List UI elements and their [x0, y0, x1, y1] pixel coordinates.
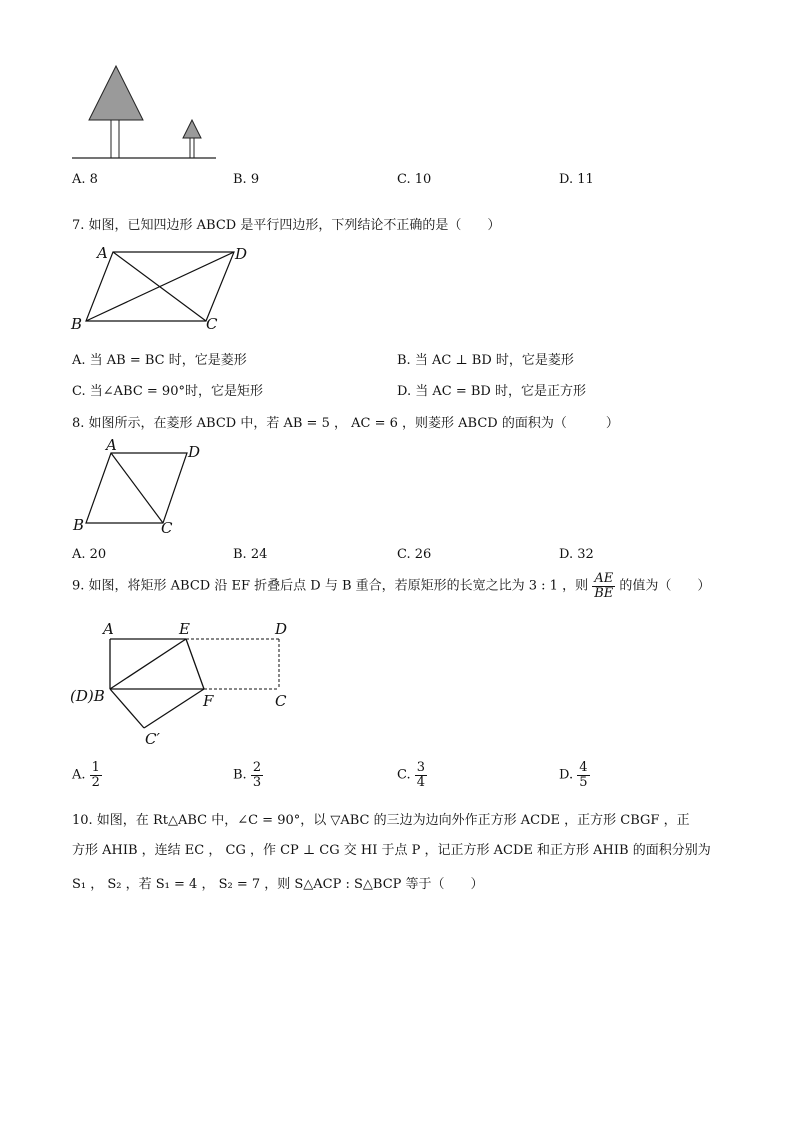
q10-line-3: S₁ ， S₂ ，若 S₁ = 4 ， S₂ = 7 ，则 S△ACP : S△BCP 等于（ ）	[72, 877, 484, 892]
q9-fraction-den: BE	[594, 585, 614, 601]
q9-label-f: F	[203, 692, 214, 710]
q8-option-a[interactable]: A. 20	[72, 547, 107, 562]
large-tree-trunk	[111, 120, 119, 158]
q8-label-a: A	[106, 436, 117, 454]
q9-label-a: A	[103, 620, 114, 638]
q7-label-b: B	[71, 315, 83, 333]
q8-option-c[interactable]: C. 26	[397, 547, 432, 562]
q8-rhombus-figure	[66, 437, 216, 537]
q8-stem: 8. 如图所示，在菱形 ABCD 中，若 AB = 5 ， AC = 6 ，则菱形 ABCD 的面积为（ ）	[72, 416, 619, 431]
q6-option-a[interactable]: A. 8	[72, 172, 98, 187]
q9-fold-figure	[66, 618, 306, 750]
small-tree-trunk	[190, 138, 194, 158]
q9-option-a-den: 2	[91, 774, 100, 790]
q9-label-db: (D)B	[70, 687, 105, 705]
q9-stem-before: 9. 如图，将矩形 ABCD 沿 EF 折叠后点 D 与 B 重合，若原矩形的长宽之比为 3 : 1 ，则	[72, 578, 589, 594]
q8-label-d: D	[188, 443, 201, 461]
q9-option-b-num: 2	[252, 760, 262, 775]
q8-option-d[interactable]: D. 32	[559, 547, 594, 562]
q7-label-d: D	[235, 245, 248, 263]
q9-option-b-fraction	[251, 761, 263, 789]
q10-line-2: 方形 AHIB ，连结 EC ， CG ，作 CP ⊥ CG 交 HI 于点 P ，记正方形 ACDE 和正方形 AHIB 的面积分别为	[72, 843, 711, 858]
q7-option-d[interactable]: D. 当 AC = BD 时，它是正方形	[397, 384, 586, 399]
q9-option-a-num: 1	[91, 760, 100, 775]
q9-label-e: E	[179, 620, 190, 638]
q9-option-d[interactable]	[559, 761, 590, 789]
q9-option-c-den: 4	[416, 774, 426, 790]
q9-label-d: D	[275, 620, 288, 638]
q9-option-b[interactable]	[233, 761, 263, 789]
q9-label-c-prime: C′	[145, 730, 160, 748]
q9-option-c-letter: C.	[397, 767, 411, 783]
q7-option-b[interactable]: B. 当 AC ⊥ BD 时，它是菱形	[397, 353, 574, 368]
q7-stem: 7. 如图，已知四边形 ABCD 是平行四边形，下列结论不正确的是（ ）	[72, 218, 501, 233]
q9-option-c-num: 3	[416, 760, 426, 775]
q9-option-a-fraction	[90, 761, 102, 789]
q6-trees-figure	[66, 62, 226, 162]
q7-option-a[interactable]: A. 当 AB = BC 时，它是菱形	[72, 353, 247, 368]
q7-parallelogram-figure	[66, 242, 266, 334]
q10-line-1: 10. 如图，在 Rt△ABC 中，∠C = 90°，以 ▽ABC 的三边为边向外作正方形 ACDE ，正方形 CBGF ，正	[72, 813, 690, 828]
q9-fraction-num: AE	[592, 572, 615, 587]
q9-option-c[interactable]	[397, 761, 427, 789]
q6-option-c[interactable]: C. 10	[397, 172, 432, 187]
q9-option-d-fraction	[577, 761, 589, 789]
q9-option-a-letter: A.	[72, 767, 86, 783]
q7-option-c[interactable]: C. 当∠ABC = 90°时，它是矩形	[72, 384, 263, 399]
q9-option-a[interactable]	[72, 761, 102, 789]
q7-label-a: A	[97, 244, 108, 262]
q9-option-d-den: 5	[579, 774, 588, 790]
q9-stem-after: 的值为（ ）	[619, 578, 711, 594]
q6-option-b[interactable]: B. 9	[233, 172, 260, 187]
q7-label-c: C	[206, 315, 218, 333]
q9-option-d-num: 4	[579, 760, 588, 775]
small-tree-crown	[183, 120, 201, 138]
q8-label-b: B	[73, 516, 85, 534]
q8-option-b[interactable]: B. 24	[233, 547, 268, 562]
q9-option-d-letter: D.	[559, 767, 574, 783]
q8-label-c: C	[161, 519, 173, 537]
q9-fraction	[592, 572, 615, 600]
q9-option-c-fraction	[415, 761, 427, 789]
large-tree-crown	[89, 66, 143, 120]
q9-option-b-letter: B.	[233, 767, 247, 783]
q6-option-d[interactable]: D. 11	[559, 172, 594, 187]
q9-label-c: C	[275, 692, 287, 710]
q9-option-b-den: 3	[252, 774, 262, 790]
q9-stem	[72, 572, 710, 600]
